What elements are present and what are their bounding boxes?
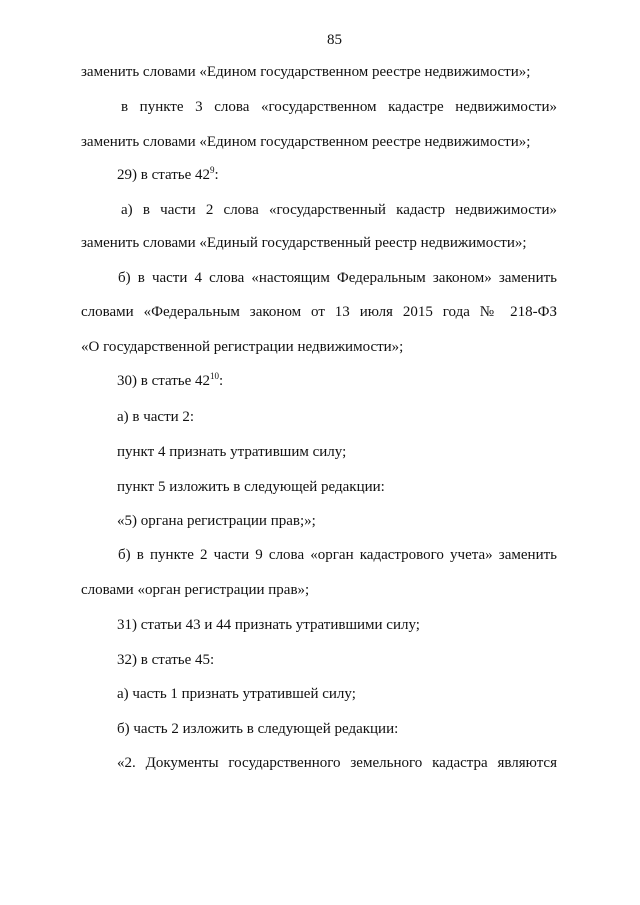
text-line: заменить словами «Едином государственном реестре недвижимости»; xyxy=(81,134,531,150)
text-line: словами «Федеральным законом от 13 июля 2015 года № 218-ФЗ xyxy=(81,304,557,320)
text-line: а) в части 2 слова «государственный кадастр недвижимости» xyxy=(121,202,557,218)
text-line: 32) в статье 45: xyxy=(117,652,215,668)
text-line: пункт 5 изложить в следующей редакции: xyxy=(117,479,385,495)
text-line: заменить словами «Единый государственный реестр недвижимости»; xyxy=(81,235,527,251)
page-number: 85 xyxy=(327,32,342,48)
text-line: «5) органа регистрации прав;»; xyxy=(117,513,316,529)
text-line: 30) в статье $42^{10}$: xyxy=(117,371,224,389)
text-line: б) часть 2 изложить в следующей редакции: xyxy=(117,721,399,737)
text-line: «2. Документы государственного земельного кадастра являются xyxy=(117,755,557,771)
text-line: словами «орган регистрации прав»; xyxy=(81,582,310,598)
text-line: а) часть 1 признать утратившей силу; xyxy=(117,686,356,702)
text-line: 31) статьи 43 и 44 признать утратившими силу; xyxy=(117,617,420,633)
text-line: в пункте 3 слова «государственном кадастре недвижимости» xyxy=(121,99,557,115)
text-line: пункт 4 признать утратившим силу; xyxy=(117,444,347,460)
text-line: заменить словами «Едином государственном реестре недвижимости»; xyxy=(81,64,531,80)
text-line: б) в пункте 2 части 9 слова «орган кадастрового учета» заменить xyxy=(118,547,557,563)
text-line: б) в части 4 слова «настоящим Федеральным законом» заменить xyxy=(118,270,557,286)
text-line: «О государственной регистрации недвижимости»; xyxy=(81,339,404,355)
text-line: 29) в статье $42^9$: xyxy=(117,165,219,183)
text-line: а) в части 2: xyxy=(117,409,195,425)
